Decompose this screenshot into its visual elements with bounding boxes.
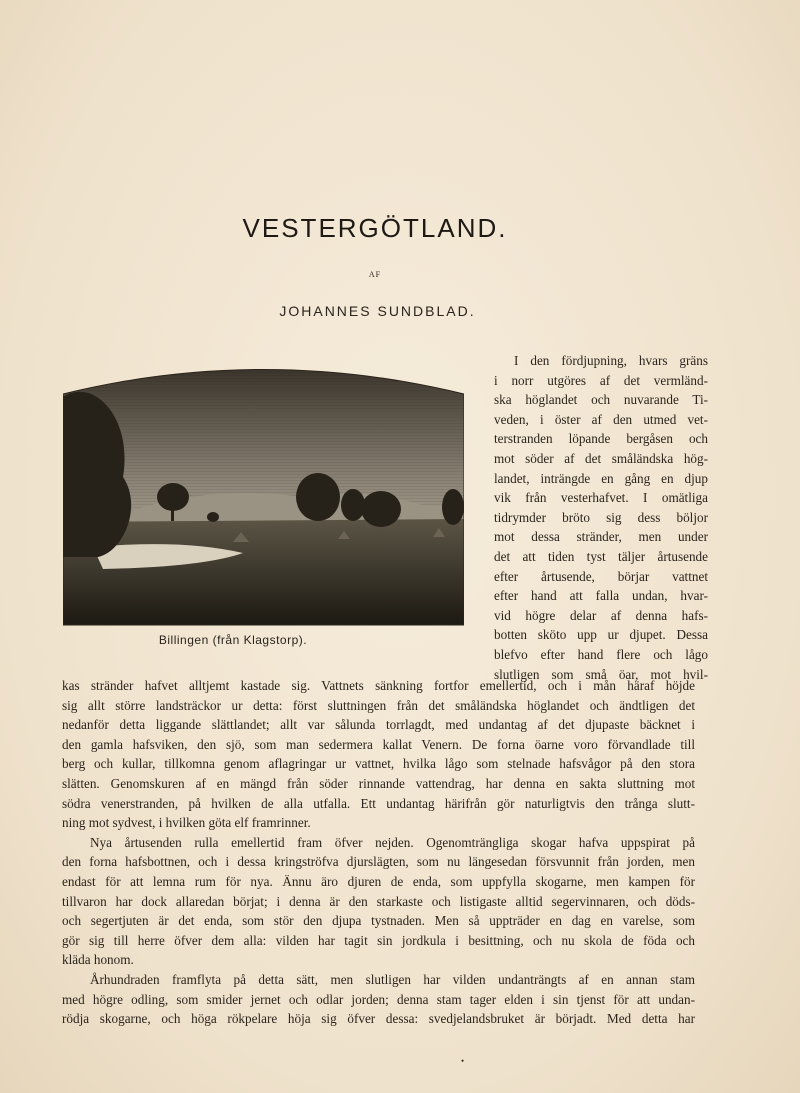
side-column-text [494,351,708,684]
text-line: veden, i öster af den utmed vet- [494,411,708,427]
text-line: vik från vesterhafvet. I omätliga [494,490,708,506]
text-line: Århundraden framflyta på detta sätt, men slutligen har vilden undanträngts af en annan stam [90,971,695,987]
text-line: sig allt större landsträckor ur detta: först sluttningen från det småländska höglandet och ändtligen det [62,697,695,713]
text-line: mot dessa stränder, men under [494,529,708,545]
text-line: ska höglandet och nuvarande Ti- [494,392,708,408]
text-line: kläda honom. [62,952,134,968]
text-line: I den fördjupning, hvars gräns [514,353,708,368]
text-line: södra venerstranden, på hvilken de alla utfalla. Ett undantag härifrån gör naturligtvis den trånga slutt- [62,795,695,811]
author-name: JOHANNES SUNDBLAD. [279,303,476,319]
text-line: ning mot sydvest, i hvilken göta elf framrinner. [62,815,311,831]
text-line: slutligen som små öar, mot hvil- [494,666,708,682]
text-line: blefvo efter hand flere och lågo [494,646,708,662]
text-line: endast för att lemna rum för nya. Ännu äro djuren de enda, som uppfylla skogarne, men kampen för [62,873,695,889]
text-line: nedanför detta liggande slättlandet; allt var sålunda torrlagdt, med undantag af det djupaste bäcknet i [62,717,695,733]
text-line: terstranden löpande bergåsen och [494,431,708,447]
text-line: efter årtusende, börjar vattnet [494,568,708,584]
text-line: med högre odling, som smider jernet och odlar jorden; denna stam tager elden i sin tjenst för att undan- [62,991,695,1007]
body-text [62,676,695,1029]
text-line: tidrymder bröto sig dess böljor [494,509,708,525]
illustration-caption: Billingen (från Klagstorp). [158,633,308,647]
text-line: rödja skogarne, och höga rökpelare höja sig öfver dessa: svedjelandsbruket är börjadt. Med detta har [62,1011,695,1027]
text-line: landet, inträngde en gång en djup [494,470,708,486]
engraving-illustration [63,357,464,627]
text-line: mot söder af det småländska hög- [494,450,708,466]
text-line: gör sig till herre öfver dem alla: vilden har tagit sin jordkula i besittning, och nu skola de föda och [62,932,695,948]
text-line: slätten. Genomskuren af en mängd från söder rinnande vattendrag, har denna en sakta sluttning mot [62,775,695,791]
text-line: och segertjuten är det enda, som stör den djupa tystnaden. Men så uppträder en dag en varelse, som [62,913,695,929]
text-line: efter hand att falla undan, hvar- [494,588,708,604]
text-line: tillvaron har dock allaredan börjat; i denna är den starkaste och listigaste alltid segervinnaren, och döds- [62,893,695,909]
page-title: VESTERGÖTLAND. [242,213,508,243]
text-line: botten sköto upp ur djupet. Dessa [494,627,708,643]
text-line: den forna hafsbottnen, och i dessa kringströfva djurslägten, som nu längesedan försvunnit från jorden, men [62,854,695,870]
text-line: berg och kullar, tillkomna genom aflagringar ur vattnet, hvilka lågo som stelnade hafsvågor på den stora [62,756,695,772]
text-line: kas stränder hafvet alltjemt kastade sig. Vattnets sänkning fortfor emellertid, och i mån häraf höjde [62,678,695,693]
text-line: den gamla hafsviken, den sjö, som man sedermera kallat Venern. De forna öarne voro förvandlade till [62,736,695,752]
text-line: i norr utgöres af det vermländ- [494,372,708,388]
text-line: Nya årtusenden rulla emellertid fram öfver nejden. Ogenomträngliga skogar hafva uppspirat på [90,834,695,850]
footer-mark: • [461,1056,465,1066]
text-line: det att tiden tyst täljer årtusende [494,548,708,564]
byline-prefix: AF [368,270,382,279]
text-line: vid högre delar af denna hafs- [494,607,708,623]
